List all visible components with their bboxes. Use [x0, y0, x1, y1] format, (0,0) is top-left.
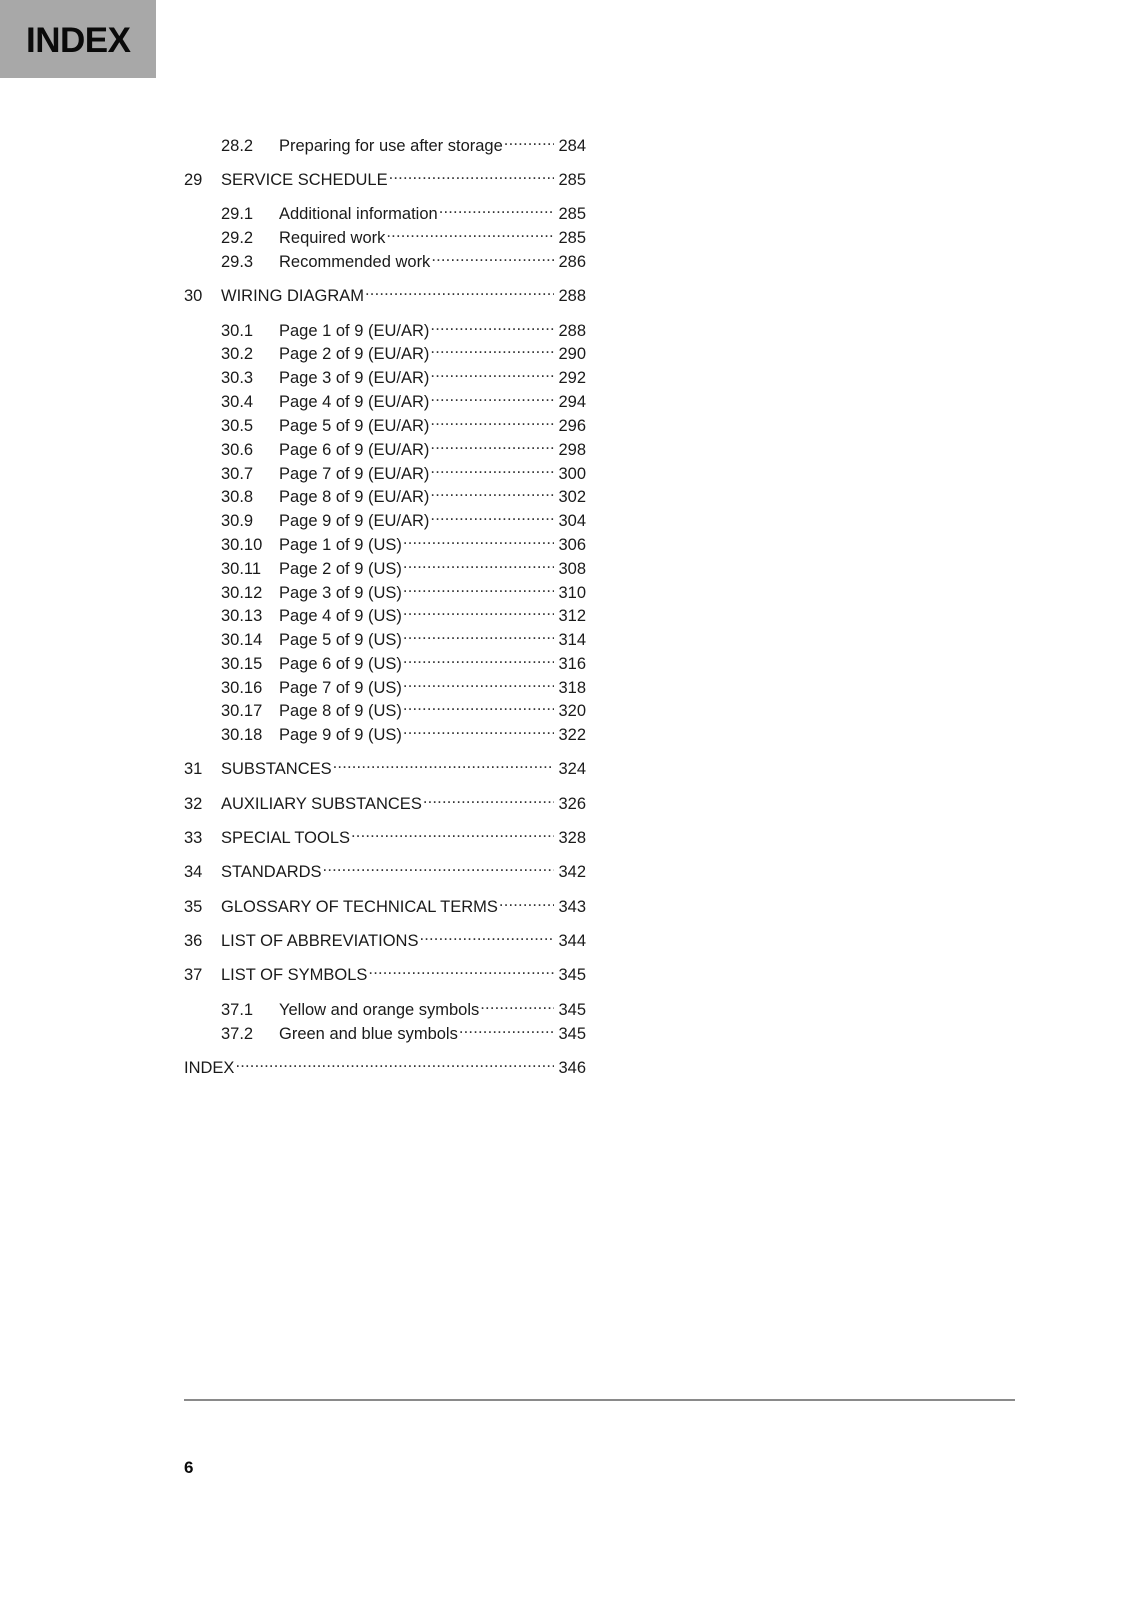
- dot-leader: [430, 314, 554, 336]
- toc-entry-title: Page 5 of 9 (EU/AR): [279, 417, 430, 435]
- toc-page-number: 288: [558, 287, 586, 305]
- dot-leader: [403, 599, 554, 621]
- toc-chapter-number: 36: [184, 932, 203, 950]
- toc-section-number: 29.1: [221, 205, 254, 223]
- toc-entry-title: STANDARDS: [221, 863, 322, 881]
- toc-section-number: 30.17: [221, 702, 263, 720]
- toc-chapter-number: 33: [184, 829, 203, 847]
- toc-index-entry[interactable]: [184, 1051, 586, 1077]
- toc-chapter-entry[interactable]: [184, 752, 586, 778]
- toc-section-entry[interactable]: [184, 129, 586, 155]
- toc-section-entry[interactable]: [184, 504, 586, 530]
- toc-page-number: 296: [558, 417, 586, 435]
- toc-chapter-entry[interactable]: [184, 924, 586, 950]
- toc-section-entry[interactable]: [184, 361, 586, 387]
- dot-leader: [430, 504, 554, 526]
- dot-leader: [333, 752, 554, 774]
- toc-entry-title: Page 9 of 9 (US): [279, 726, 402, 744]
- toc-section-number: 30.14: [221, 631, 263, 649]
- toc-page-number: 286: [558, 253, 586, 271]
- toc-chapter-number: 35: [184, 898, 203, 916]
- dot-leader: [423, 787, 554, 809]
- dot-leader: [235, 1051, 554, 1073]
- toc-entry-title: Page 2 of 9 (EU/AR): [279, 345, 430, 363]
- toc-section-entry[interactable]: [184, 552, 586, 578]
- toc-section-entry[interactable]: [184, 718, 586, 744]
- toc-entry-title: Green and blue symbols: [279, 1025, 458, 1043]
- toc-entry-title: INDEX: [184, 1059, 235, 1077]
- footer-divider: [184, 1399, 1015, 1401]
- toc-section-entry[interactable]: [184, 647, 586, 673]
- toc-page-number: 312: [558, 607, 586, 625]
- toc-entry-title: Page 7 of 9 (US): [279, 679, 402, 697]
- toc-section-number: 30.11: [221, 560, 262, 578]
- toc-entry-title: LIST OF ABBREVIATIONS: [221, 932, 419, 950]
- toc-chapter-entry[interactable]: [184, 279, 586, 305]
- toc-section-number: 30.10: [221, 536, 263, 554]
- toc-chapter-entry[interactable]: [184, 821, 586, 847]
- dot-leader: [459, 1017, 554, 1039]
- toc-page-number: 284: [558, 137, 586, 155]
- toc-page-number: 304: [558, 512, 586, 530]
- toc-section-entry[interactable]: [184, 409, 586, 435]
- dot-leader: [403, 623, 554, 645]
- toc-entry-title: Page 4 of 9 (US): [279, 607, 402, 625]
- dot-leader: [430, 457, 554, 479]
- toc-section-entry[interactable]: [184, 480, 586, 506]
- dot-leader: [368, 958, 554, 980]
- toc-section-number: 30.7: [221, 465, 254, 483]
- toc-section-entry[interactable]: [184, 694, 586, 720]
- toc-entry-title: WIRING DIAGRAM: [221, 287, 364, 305]
- toc-section-number: 28.2: [221, 137, 254, 155]
- toc-entry-title: GLOSSARY OF TECHNICAL TERMS: [221, 898, 498, 916]
- toc-entry-title: Page 9 of 9 (EU/AR): [279, 512, 430, 530]
- toc-entry-title: Page 3 of 9 (US): [279, 584, 402, 602]
- dot-leader: [480, 993, 554, 1015]
- toc-page-number: 320: [558, 702, 586, 720]
- dot-leader: [403, 694, 554, 716]
- toc-chapter-number: 32: [184, 795, 203, 813]
- toc-section-entry[interactable]: [184, 528, 586, 554]
- dot-leader: [430, 337, 554, 359]
- dot-leader: [365, 279, 554, 301]
- toc-chapter-entry[interactable]: [184, 787, 586, 813]
- toc-entry-title: Page 8 of 9 (US): [279, 702, 402, 720]
- toc-page-number: 294: [558, 393, 586, 411]
- dot-leader: [403, 718, 554, 740]
- dot-leader: [403, 528, 554, 550]
- toc-section-number: 29.3: [221, 253, 254, 271]
- toc-page-number: 308: [558, 560, 586, 578]
- toc-entry-title: Page 6 of 9 (EU/AR): [279, 441, 430, 459]
- toc-page-number: 322: [558, 726, 586, 744]
- toc-page-number: 345: [558, 1025, 586, 1043]
- toc-section-entry[interactable]: [184, 623, 586, 649]
- toc-page-number: 345: [558, 966, 586, 984]
- dot-leader: [504, 129, 554, 151]
- toc-section-number: 29.2: [221, 229, 254, 247]
- toc-entry-title: SUBSTANCES: [221, 760, 332, 778]
- dot-leader: [403, 576, 554, 598]
- toc-entry-title: Yellow and orange symbols: [279, 1001, 480, 1019]
- toc-section-entry[interactable]: [184, 671, 586, 697]
- toc-chapter-number: 37: [184, 966, 203, 984]
- toc-section-number: 30.3: [221, 369, 254, 387]
- dot-leader: [403, 552, 554, 574]
- dot-leader: [430, 385, 554, 407]
- toc-chapter-number: 29: [184, 171, 203, 189]
- toc-page-number: 318: [558, 679, 586, 697]
- toc-page-number: 292: [558, 369, 586, 387]
- toc-entry-title: Page 7 of 9 (EU/AR): [279, 465, 430, 483]
- dot-leader: [419, 924, 554, 946]
- toc-section-number: 30.13: [221, 607, 263, 625]
- dot-leader: [403, 647, 554, 669]
- toc-entry-title: Recommended work: [279, 253, 431, 271]
- toc-chapter-entry[interactable]: [184, 855, 586, 881]
- dot-leader: [499, 890, 554, 912]
- dot-leader: [351, 821, 554, 843]
- toc-page-number: 285: [558, 229, 586, 247]
- toc-entry-title: Page 4 of 9 (EU/AR): [279, 393, 430, 411]
- toc-entry-title: Additional information: [279, 205, 438, 223]
- toc-page-number: 306: [558, 536, 586, 554]
- toc-section-number: 30.1: [221, 322, 254, 340]
- toc-section-number: 30.4: [221, 393, 254, 411]
- toc-page-number: 285: [558, 171, 586, 189]
- toc-section-number: 30.2: [221, 345, 254, 363]
- toc-entry-title: Page 1 of 9 (US): [279, 536, 402, 554]
- toc-entry-title: Page 6 of 9 (US): [279, 655, 402, 673]
- dot-leader: [430, 433, 554, 455]
- toc-page-number: 290: [558, 345, 586, 363]
- toc-page-number: 316: [558, 655, 586, 673]
- toc-section-entry[interactable]: [184, 197, 586, 223]
- toc-entry-title: SERVICE SCHEDULE: [221, 171, 388, 189]
- toc-section-number: 37.2: [221, 1025, 254, 1043]
- toc-page-number: 328: [558, 829, 586, 847]
- toc-page-number: 288: [558, 322, 586, 340]
- toc-page-number: 314: [558, 631, 586, 649]
- toc-entry-title: Page 3 of 9 (EU/AR): [279, 369, 430, 387]
- toc-page-number: 300: [558, 465, 586, 483]
- toc-section-entry[interactable]: [184, 245, 586, 271]
- toc-chapter-number: 34: [184, 863, 203, 881]
- toc-section-entry[interactable]: [184, 337, 586, 363]
- toc-entry-title: Page 1 of 9 (EU/AR): [279, 322, 430, 340]
- toc-section-number: 30.9: [221, 512, 254, 530]
- toc-section-number: 37.1: [221, 1001, 254, 1019]
- dot-leader: [403, 671, 554, 693]
- toc-page-number: 298: [558, 441, 586, 459]
- toc-section-entry[interactable]: [184, 599, 586, 625]
- toc-entry-title: Page 2 of 9 (US): [279, 560, 402, 578]
- toc-page-number: 346: [558, 1059, 586, 1077]
- dot-leader: [389, 163, 554, 185]
- toc-section-entry[interactable]: [184, 993, 586, 1019]
- toc-entry-title: Preparing for use after storage: [279, 137, 503, 155]
- toc-entry-title: Page 8 of 9 (EU/AR): [279, 488, 430, 506]
- dot-leader: [431, 245, 554, 267]
- dot-leader: [323, 855, 554, 877]
- toc-entry-title: SPECIAL TOOLS: [221, 829, 351, 847]
- toc-page-number: 342: [558, 863, 586, 881]
- toc-section-number: 30.16: [221, 679, 263, 697]
- section-title: INDEX: [26, 21, 131, 60]
- dot-leader: [430, 361, 554, 383]
- toc-entry-title: AUXILIARY SUBSTANCES: [221, 795, 422, 813]
- toc-page-number: 310: [558, 584, 586, 602]
- toc-chapter-number: 30: [184, 287, 203, 305]
- toc-section-number: 30.6: [221, 441, 254, 459]
- toc-section-entry[interactable]: [184, 576, 586, 602]
- toc-section-entry[interactable]: [184, 457, 586, 483]
- toc-page-number: 344: [558, 932, 586, 950]
- toc-section-entry[interactable]: [184, 385, 586, 411]
- toc-section-number: 30.5: [221, 417, 254, 435]
- toc-page-number: 324: [558, 760, 586, 778]
- dot-leader: [386, 221, 554, 243]
- toc-chapter-entry[interactable]: [184, 163, 586, 189]
- page-number: 6: [184, 1458, 194, 1477]
- toc-section-entry[interactable]: [184, 1017, 586, 1043]
- toc-page-number: 285: [558, 205, 586, 223]
- dot-leader: [430, 480, 554, 502]
- toc-entry-title: Page 5 of 9 (US): [279, 631, 402, 649]
- toc-page-number: 302: [558, 488, 586, 506]
- toc-section-number: 30.8: [221, 488, 254, 506]
- dot-leader: [439, 197, 554, 219]
- toc-entry-title: Required work: [279, 229, 386, 247]
- toc-section-entry[interactable]: [184, 221, 586, 247]
- toc-section-entry[interactable]: [184, 314, 586, 340]
- toc-chapter-entry[interactable]: [184, 890, 586, 916]
- dot-leader: [430, 409, 554, 431]
- toc-chapter-entry[interactable]: [184, 958, 586, 984]
- toc-page-number: 326: [558, 795, 586, 813]
- toc-section-number: 30.18: [221, 726, 263, 744]
- toc-section-number: 30.15: [221, 655, 263, 673]
- toc-page-number: 343: [558, 898, 586, 916]
- toc-section-number: 30.12: [221, 584, 263, 602]
- toc-entry-title: LIST OF SYMBOLS: [221, 966, 368, 984]
- toc-page-number: 345: [558, 1001, 586, 1019]
- toc-section-entry[interactable]: [184, 433, 586, 459]
- toc-chapter-number: 31: [184, 760, 203, 778]
- section-header-tab: [0, 0, 156, 78]
